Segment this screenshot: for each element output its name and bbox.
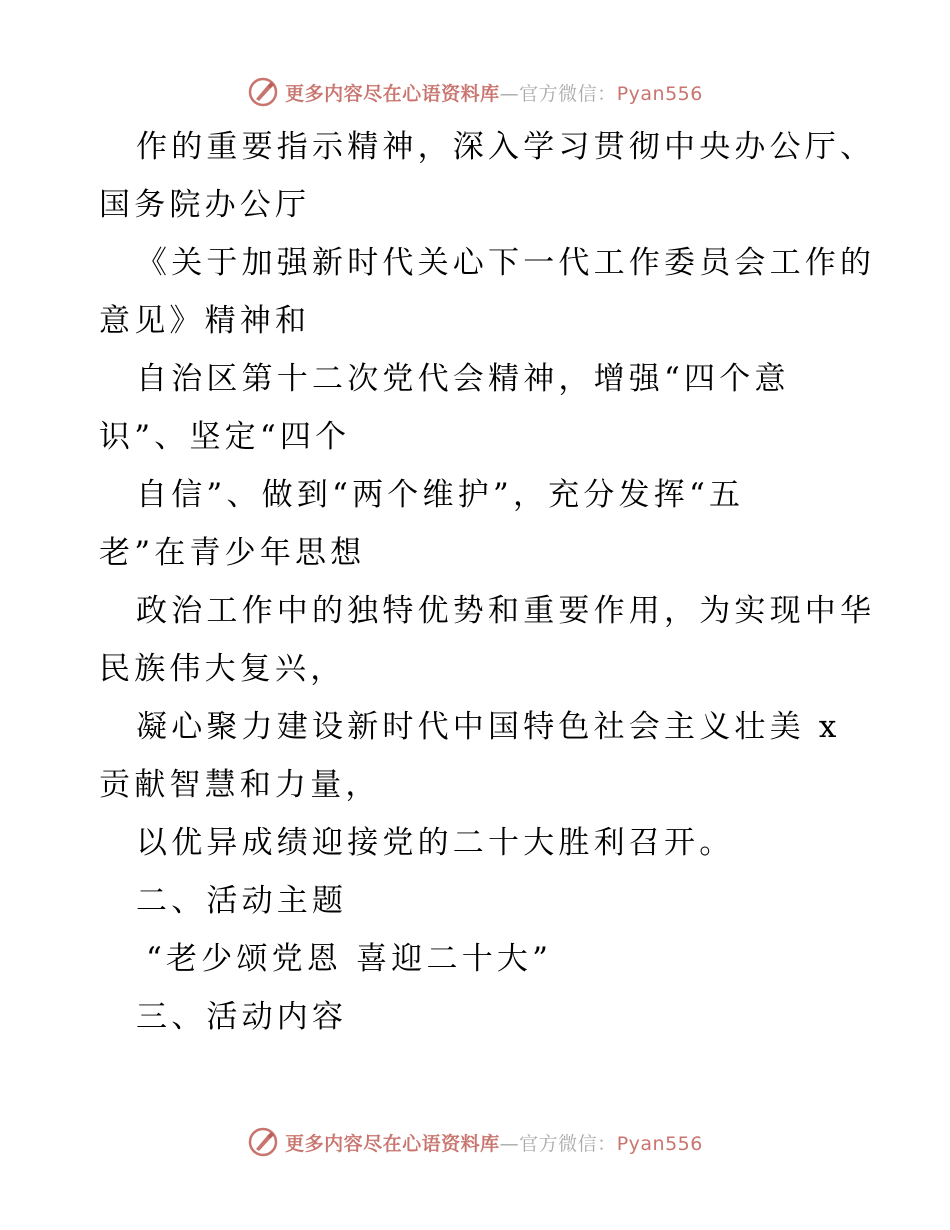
watermark-text	[285, 79, 703, 106]
pen-logo-icon	[247, 1126, 279, 1158]
body-line: 民族伟大复兴，	[99, 651, 346, 687]
body-line: 自信”、做到“两个维护”，充分发挥“五	[136, 477, 745, 513]
body-line: 作的重要指示精神，深入学习贯彻中央办公厅、	[136, 129, 876, 165]
body-line: 《关于加强新时代关心下一代工作委员会工作的	[136, 245, 876, 281]
watermark-account: Pyan556	[616, 82, 703, 105]
watermark-account: Pyan556	[616, 1132, 703, 1155]
watermark-main: 更多内容尽在心语资料库	[285, 82, 500, 105]
body-line: 以优异成绩迎接党的二十大胜利召开。	[136, 825, 735, 861]
body-line: 贡献智慧和力量，	[99, 767, 381, 803]
watermark-separator: —官方微信：	[499, 1132, 617, 1155]
watermark-footer	[0, 1122, 950, 1162]
section-heading: 二、活动主题	[136, 883, 348, 919]
body-line: 识”、坚定“四个	[99, 419, 351, 455]
theme-text: “老少颂党恩 喜迎二十大”	[146, 941, 553, 977]
watermark-separator: —官方微信：	[499, 82, 617, 105]
body-line: 意见》精神和	[99, 303, 311, 339]
body-line: 自治区第十二次党代会精神，增强“四个意	[136, 361, 790, 397]
watermark-text	[285, 1129, 703, 1156]
body-line: 国务院办公厅	[99, 187, 311, 223]
body-line: 政治工作中的独特优势和重要作用，为实现中华	[136, 593, 876, 629]
pen-logo-icon	[247, 76, 279, 108]
body-line: 凝心聚力建设新时代中国特色社会主义壮美 x	[136, 709, 841, 745]
watermark-main: 更多内容尽在心语资料库	[285, 1132, 500, 1155]
body-line: 老”在青少年思想	[99, 535, 366, 571]
section-heading: 三、活动内容	[136, 999, 348, 1035]
watermark-header	[0, 72, 950, 112]
